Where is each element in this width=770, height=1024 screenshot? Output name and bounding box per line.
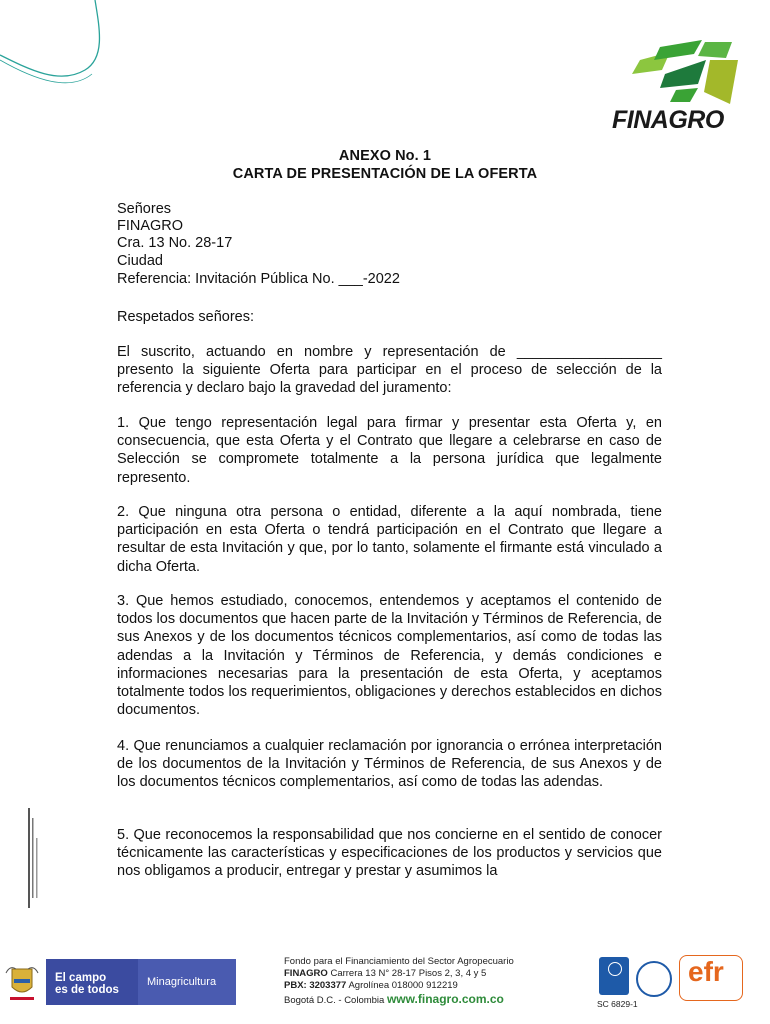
footer-website-link[interactable]: www.finagro.com.co — [386, 992, 504, 1006]
footer-fund-name: Fondo para el Financiamiento del Sector Agropecuario — [284, 956, 514, 967]
footer — [0, 955, 770, 1024]
ministry-name: Minagricultura — [147, 976, 217, 988]
efr-text: efr — [688, 956, 724, 987]
paragraph-intro: El suscrito, actuando en nombre y representación de __________________ presento la siguiente Oferta para participar en el proceso de selección de la referencia y declaro bajo la gravedad del juramento: — [117, 344, 662, 397]
paragraph-1: 1. Que tengo representación legal para firmar y presentar esta Oferta y, en consecuencia, que esta Oferta y el Contrato que llegare a celebrarse en caso de Selección se compromete totalmente a la persona jurídica que legalmente represento. — [117, 415, 662, 486]
side-margin-microtext — [26, 808, 42, 912]
addressee-city: Ciudad — [117, 253, 163, 269]
footer-phone — [284, 980, 458, 992]
finagro-logo — [610, 22, 750, 137]
finagro-wordmark: FINAGRO — [612, 106, 724, 134]
footer-city — [284, 993, 504, 1007]
icontec-cert-icon — [599, 957, 629, 995]
paragraph-5: 5. Que reconocemos la responsabilidad que nos concierne en el sentido de conocer técnicamente las características y especificaciones de los productos y servicios que nos obligamos a producir, entregar y prestar y asumimos la — [117, 827, 662, 880]
reference-line: Referencia: Invitación Pública No. ___-2022 — [117, 271, 400, 287]
annex-number: ANEXO No. 1 — [338, 148, 432, 164]
campaign-line-2: es de todos — [55, 984, 119, 996]
iqnet-cert-icon — [636, 961, 672, 997]
campaign-banner — [46, 959, 138, 1005]
addressee-address: Cra. 13 No. 28-17 — [117, 235, 233, 251]
greeting: Respetados señores: — [117, 309, 255, 325]
colombia-coat-of-arms-icon — [4, 963, 40, 1003]
footer-pbx-bold: PBX: 3203377 — [284, 980, 347, 991]
footer-agroline: Agrolínea 018000 912219 — [346, 980, 458, 991]
icontec-circle-icon — [608, 962, 622, 976]
addressee-entity: FINAGRO — [117, 218, 184, 234]
paragraph-3: 3. Que hemos estudiado, conocemos, entendemos y aceptamos el contenido de todos los documentos que hacen parte de la Invitación y Términos de Referencia, de sus Anexos y de los documentos técnicos complementarios, así como de todas las adendas a la Invitación y Términos de Referencia, y demás condiciones e informaciones necesarias para la presentación de esta Oferta, y aceptamos totalmente todos los requerimientos, obligaciones y derechos establecidos en dichos documentos. — [117, 593, 662, 719]
finagro-leaves-icon — [610, 22, 750, 112]
efr-cert-logo — [679, 955, 743, 1001]
cert-code: SC 6829-1 — [597, 999, 638, 1009]
footer-address-text: Carrera 13 N° 28-17 Pisos 2, 3, 4 y 5 — [327, 968, 487, 979]
paragraph-4: 4. Que renunciamos a cualquier reclamación por ignorancia o errónea interpretación de los documentos de la Invitación y Términos de Referencia, de sus Anexos y de los documentos técnicos complementarios, así como de todas las adendas. — [117, 738, 662, 791]
campaign-line-1: El campo — [55, 972, 107, 984]
ministry-banner — [138, 959, 236, 1005]
footer-address — [284, 968, 486, 980]
footer-city-text: Bogotá D.C. - Colombia — [284, 995, 387, 1006]
document-title: CARTA DE PRESENTACIÓN DE LA OFERTA — [232, 166, 538, 182]
footer-finagro-bold: FINAGRO — [284, 968, 328, 979]
decorative-swoosh — [0, 0, 120, 110]
addressee-salutation: Señores — [117, 201, 172, 217]
paragraph-2: 2. Que ninguna otra persona o entidad, diferente a la aquí nombrada, tiene participación en esta Oferta o tendrá participación en el Contrato que llegare a resultar de esta Invitación y que, por lo tanto, solamente el firmante está vinculado a dicha Oferta. — [117, 504, 662, 575]
